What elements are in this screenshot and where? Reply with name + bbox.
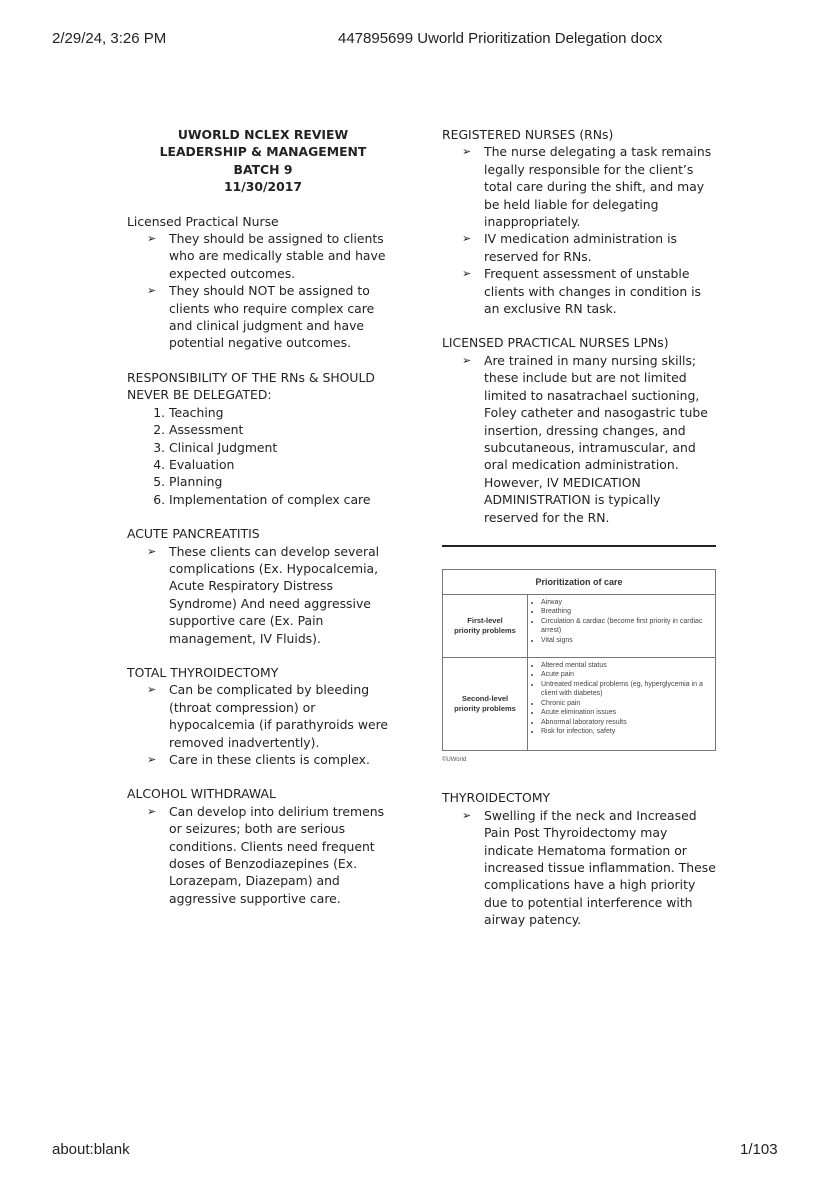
title-line: LEADERSHIP & MANAGEMENT	[159, 144, 367, 160]
print-doc-title: 447895699 Uworld Prioritization Delegation docx	[338, 30, 663, 47]
list-item: ➢ Can be complicated by bleeding (throat compression) or hypocalcemia (if parathyroids were removed inadvertently).	[169, 681, 399, 751]
table-item: • Airway	[541, 598, 711, 608]
list-item: ➢ The nurse delegating a task remains legally responsible for the client’s total care during the shift, and may be held liable for delegating inappropriately.	[484, 143, 716, 230]
responsibility-list	[127, 404, 399, 508]
row-label-line: priority problems	[454, 625, 516, 635]
row-label	[443, 595, 528, 657]
row-items	[528, 658, 715, 750]
list-item: ➢ Care in these clients is complex.	[169, 751, 399, 768]
table-item: • Risk for infection, safety	[541, 727, 711, 737]
table-item: • Breathing	[541, 607, 711, 617]
table-item: • Abnormal laboratory results	[541, 718, 711, 728]
table-item: • Acute pain	[541, 670, 711, 680]
list-item: 1. Teaching	[169, 404, 399, 421]
print-page-counter: 1/103	[740, 1141, 778, 1158]
table-row	[443, 595, 715, 658]
table-item: • Chronic pain	[541, 699, 711, 709]
section-heading-total-thyroidectomy: TOTAL THYROIDECTOMY	[127, 664, 279, 680]
list-item: ➢ They should be assigned to clients who are medically stable and have expected outcomes.	[169, 230, 399, 282]
section-heading-responsibility: RESPONSIBILITY OF THE RNs & SHOULD NEVER BE DELEGATED:	[127, 369, 375, 403]
section-heading-lpns: LICENSED PRACTICAL NURSES LPNs)	[442, 335, 669, 351]
table-title: Prioritization of care	[443, 570, 715, 595]
list-item: 4. Evaluation	[169, 456, 399, 473]
table-item: • Circulation & cardiac (become first priority in cardiac arrest)	[541, 617, 711, 636]
list-item: 3. Clinical Judgment	[169, 439, 399, 456]
lpn-list	[127, 230, 399, 352]
row-label-line: Second-level	[461, 693, 509, 703]
row-label-line: priority problems	[454, 703, 516, 713]
prioritization-table	[442, 569, 716, 751]
row-label	[443, 658, 528, 750]
section-heading-thyroidectomy: THYROIDECTOMY	[442, 790, 551, 806]
section-heading-alcohol: ALCOHOL WITHDRAWAL	[127, 786, 276, 802]
table-item: • Acute elimination issues	[541, 708, 711, 718]
lpns-list	[442, 352, 716, 526]
list-item: 2. Assessment	[169, 421, 399, 438]
list-item: ➢ They should NOT be assigned to clients who require complex care and clinical judgment and have potential negative outcomes.	[169, 282, 399, 352]
list-item: ➢ Swelling if the neck and Increased Pain Post Thyroidectomy may indicate Hematoma formation or increased tissue inflammation. These complications have a high priority due to potential interference with airway patency.	[484, 807, 716, 929]
table-item: • Vital signs	[541, 636, 711, 646]
print-url: about:blank	[52, 1141, 130, 1158]
section-heading-rn: REGISTERED NURSES (RNs)	[442, 127, 614, 142]
table-caption: ©UWorld	[442, 756, 467, 763]
row-items	[528, 595, 715, 657]
list-item: 5. Planning	[169, 473, 399, 490]
table-item: • Untreated medical problems (eg, hyperglycemia in a client with diabetes)	[541, 680, 711, 699]
section-heading-pancreatitis: ACUTE PANCREATITIS	[127, 526, 260, 542]
list-item: 6. Implementation of complex care	[169, 491, 399, 508]
row-label-line: First-level	[467, 615, 503, 625]
pancreatitis-list	[127, 543, 399, 647]
section-heading-lpn: Licensed Practical Nurse	[127, 213, 279, 229]
list-item: ➢ Are trained in many nursing skills; these include but are not limited limited to nasatrachael suctioning, Foley catheter and nasogastric tube insertion, dressing changes, and subcutaneous, intramuscular, and oral medication administration. However, IV MEDICATION ADMINISTRATION is typically reserved for the RN.	[484, 352, 716, 526]
right-column	[442, 126, 716, 929]
print-datetime: 2/29/24, 3:26 PM	[52, 30, 167, 47]
table-row	[443, 658, 715, 750]
document-title	[127, 126, 399, 196]
table-item: • Altered mental status	[541, 661, 711, 671]
rn-list	[442, 143, 716, 317]
list-item: ➢ Frequent assessment of unstable clients with changes in condition is an exclusive RN task.	[484, 265, 716, 317]
thyroidectomy-list	[442, 807, 716, 929]
title-line: 11/30/2017	[223, 179, 303, 195]
list-item: ➢ IV medication administration is reserved for RNs.	[484, 230, 716, 265]
list-item: ➢ Can develop into delirium tremens or seizures; both are serious conditions. Clients need frequent doses of Benzodiazepines (Ex. Lorazepam, Diazepam) and aggressive supportive care.	[169, 803, 399, 907]
left-column	[127, 126, 399, 907]
alcohol-list	[127, 803, 399, 907]
title-line: BATCH 9	[233, 161, 293, 177]
horizontal-rule	[442, 545, 716, 547]
total-thyroidectomy-list	[127, 681, 399, 768]
title-line: UWORLD NCLEX REVIEW	[177, 127, 349, 142]
list-item: ➢ These clients can develop several complications (Ex. Hypocalcemia, Acute Respiratory Distress Syndrome) And need aggressive supportive care (Ex. Pain management, IV Fluids).	[169, 543, 399, 647]
